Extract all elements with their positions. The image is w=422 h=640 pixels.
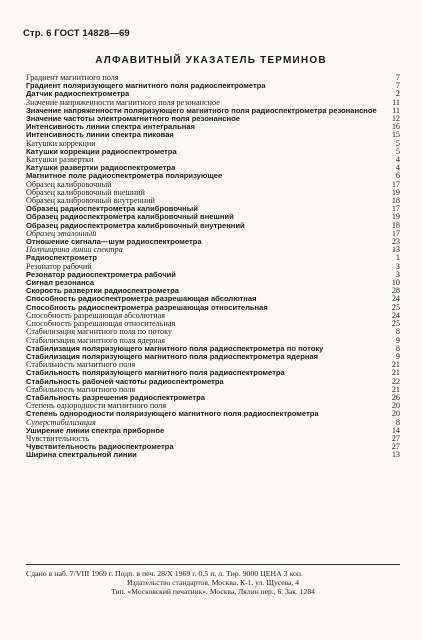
index-entry-page: 27 — [391, 433, 400, 443]
index-entry-page: 3 — [395, 261, 400, 271]
index-entry-term: Степень однородности поляризующего магнитного поля радиоспектрометра — [26, 410, 319, 419]
index-entry-page: 23 — [391, 237, 400, 247]
index-entry — [26, 410, 400, 418]
index-entry-page: 9 — [395, 351, 400, 361]
index-entry — [26, 320, 400, 328]
index-entry-page: 12 — [391, 114, 400, 124]
index-entry-term: Градиент магнитного поля — [26, 74, 119, 82]
index-entry — [26, 140, 400, 148]
index-entry-page: 9 — [395, 335, 400, 345]
index-entry — [26, 181, 400, 189]
index-entry-term: Стабилизация поляризующего магнитного поля радиоспектрометра ядерная — [26, 352, 319, 361]
index-entry-term: Образец калибровочный внешний — [26, 188, 145, 197]
index-entry-term: Резонатор радиоспектрометра рабочий — [26, 270, 176, 279]
index-entry-page: 27 — [391, 442, 400, 452]
index-entry — [26, 402, 400, 410]
index-entry — [26, 107, 400, 115]
index-entry-page: 13 — [391, 245, 400, 255]
index-entry-page: 13 — [391, 450, 400, 460]
page-title: АЛФАВИТНЫЙ УКАЗАТЕЛЬ ТЕРМИНОВ — [95, 55, 327, 66]
index-entry — [26, 74, 400, 82]
index-entry-page: 18 — [391, 220, 400, 230]
index-entry-page: 6 — [395, 171, 400, 181]
index-entry-page: 21 — [391, 368, 400, 378]
index-entry — [26, 443, 400, 451]
index-entry-term: Уширение линии спектра приборное — [26, 426, 165, 435]
index-entry — [26, 99, 400, 107]
index-entry — [26, 230, 400, 238]
index-entry — [26, 213, 400, 221]
index-entry-page: 8 — [395, 343, 400, 353]
index-entry-page: 19 — [391, 187, 400, 197]
index-entry-page: 8 — [395, 417, 400, 427]
index-entry-page: 22 — [391, 376, 400, 386]
index-entry-page: 1 — [395, 253, 400, 263]
imprint-line-publisher: Издательство стандартов, Москва, К-1, ул. Щусева, 4 — [126, 578, 300, 587]
index-entry — [26, 295, 400, 303]
index-entry-page: 10 — [391, 278, 400, 288]
index-entry — [26, 263, 400, 271]
index-entry-term: Интенсивность линии спектра пиковая — [26, 131, 174, 140]
index-entry-term: Стабильность рабочей частоты радиоспектрометра — [26, 377, 224, 386]
index-entry-term: Катушки коррекции — [26, 139, 96, 148]
index-entry — [26, 337, 400, 345]
index-entry — [26, 279, 400, 287]
index-entry — [26, 238, 400, 246]
index-entry — [26, 353, 400, 361]
index-entry — [26, 222, 400, 230]
index-entry-term: Чувствительность — [26, 434, 90, 443]
imprint-line-print-data: Сдано в наб. 7/VIII 1969 г. Подп. в печ. 28/X 1969 г. 0,5 п. л. Тир. 9000 ЦЕНА 3 коп. — [26, 569, 304, 578]
index-entry-term: Стабилизация магнитного поля ядерная — [26, 336, 166, 345]
index-entry-term: Магнитное поле радиоспектрометра поляризующее — [26, 172, 223, 181]
index-entry — [26, 156, 400, 164]
index-entry-term: Стабильность магнитного поля — [26, 385, 136, 394]
index-entry-page: 26 — [391, 392, 400, 402]
index-entry-page: 5 — [395, 146, 400, 156]
index-entry-term: Образец радиоспектрометра калибровочный внешний — [26, 213, 234, 222]
index-entry-term: Образец эталонный — [26, 229, 97, 238]
index-entry — [26, 131, 400, 139]
index-entry-term: Образец радиоспектрометра калибровочный — [26, 205, 198, 214]
index-entry-term: Стабильность разрешения радиоспектрометра — [26, 393, 206, 402]
index-entry — [26, 90, 400, 98]
index-entry — [26, 419, 400, 427]
index-entry-term: Стабильность поляризующего магнитного поля радиоспектрометра — [26, 369, 285, 378]
index-entry — [26, 304, 400, 312]
index-entry-term: Значение частоты электромагнитного поля резонансное — [26, 115, 240, 124]
index-entry-term: Способность разрешающая относительная — [26, 320, 176, 329]
index-entry-page: 24 — [391, 310, 400, 320]
index-entry-page: 8 — [395, 327, 400, 337]
index-entry — [26, 328, 400, 336]
index-entry-page: 25 — [391, 302, 400, 312]
index-entry-term: Скорость развертки радиоспектрометра — [26, 287, 180, 296]
index-entry-page: 21 — [391, 360, 400, 370]
index-entry-term: Катушки развертки — [26, 156, 94, 165]
index-entry-term: Стабильность магнитного поля — [26, 361, 136, 370]
index-entry-term: Значение напряженности поляризующего магнитного поля радиоспектрометра резонансное — [26, 106, 377, 115]
index-entry-term: Ширина спектральной линии — [26, 451, 137, 460]
index-entry — [26, 172, 400, 180]
index-entry — [26, 394, 400, 402]
index-entry-page: 16 — [391, 122, 400, 132]
index-entry — [26, 271, 400, 279]
index-entry-term: Значение напряженности магнитного поля резонансное — [26, 98, 220, 107]
index-entry-page: 25 — [391, 319, 400, 329]
index-entry-page: 15 — [391, 130, 400, 140]
index-entry — [26, 197, 400, 205]
index-entry-page: 28 — [391, 286, 400, 296]
index-entry — [26, 148, 400, 156]
index-entry-term: Резонатор рабочий — [26, 262, 92, 271]
imprint-line-printing-house: Тип. «Московский печатник». Москва, Лялин пер., 6. Зак. 1284 — [111, 587, 315, 596]
index-entry — [26, 82, 400, 90]
index-entry — [26, 205, 400, 213]
index-entry-term: Образец калибровочный внутренний — [26, 197, 155, 206]
index-entry-term: Способность радиоспектрометра разрешающая относительная — [26, 303, 268, 312]
index-entry-page: 17 — [391, 204, 400, 214]
index-entry-page: 5 — [395, 138, 400, 148]
index-entry-page: 11 — [392, 97, 400, 107]
index-entry-page: 24 — [391, 294, 400, 304]
index-entry — [26, 246, 400, 254]
index-entry — [26, 312, 400, 320]
index-entry-page: 17 — [391, 228, 400, 238]
index-entry-page: 7 — [395, 81, 400, 91]
index-entry-term: Полуширина линии спектра — [26, 246, 123, 255]
index-entry — [26, 361, 400, 369]
index-entry-page: 4 — [395, 155, 400, 165]
index-entry-page: 7 — [395, 73, 400, 82]
index-entry — [26, 427, 400, 435]
index-entry-term: Датчик радиоспектрометра — [26, 90, 130, 99]
index-entry — [26, 123, 400, 131]
index-entry-term: Радиоспектрометр — [26, 254, 98, 263]
index-entry-term: Способность радиоспектрометра разрешающая абсолютная — [26, 295, 257, 304]
imprint-block — [26, 569, 400, 596]
index-entry — [26, 115, 400, 123]
index-entry-page: 14 — [391, 425, 400, 435]
index-entry — [26, 435, 400, 443]
index-entry-term: Катушки коррекции радиоспектрометра — [26, 147, 177, 156]
index-entry-term: Катушки развертки радиоспектрометра — [26, 164, 176, 173]
index-entry — [26, 164, 400, 172]
index-entry-term: Стабилизация поляризующего магнитного поля радиоспектрометра по потоку — [26, 344, 324, 353]
index-entry-term: Степень однородности магнитного поля — [26, 402, 167, 411]
index-entry — [26, 287, 400, 295]
index-entry-term: Образец калибровочный — [26, 180, 112, 189]
index-entry — [26, 189, 400, 197]
index-entry-page: 19 — [391, 212, 400, 222]
index-entry-page: 17 — [391, 179, 400, 189]
index-entry-page: 2 — [395, 89, 400, 99]
index-entry-term: Отношение сигнала—шум радиоспектрометра — [26, 238, 202, 247]
index-entry-term: Образец радиоспектрометра калибровочный внутренний — [26, 221, 245, 230]
index-entry — [26, 451, 400, 459]
index-entry — [26, 378, 400, 386]
index-entry-term: Способность разрешающая абсолютная — [26, 311, 166, 320]
index-entry-term: Градиент поляризующего магнитного поля радиоспектрометра — [26, 82, 266, 91]
index-entry-term: Стабилизация магнитного поля по потоку — [26, 328, 173, 337]
index-entry-page: 20 — [391, 401, 400, 411]
term-index-list — [26, 74, 400, 460]
index-entry — [26, 369, 400, 377]
index-entry-page: 21 — [391, 384, 400, 394]
index-entry — [26, 254, 400, 262]
page-header: Стр. 6 ГОСТ 14828—69 — [23, 28, 130, 39]
divider — [26, 564, 400, 565]
index-entry-page: 3 — [395, 269, 400, 279]
index-entry-page: 18 — [391, 196, 400, 206]
index-entry-term: Интенсивность линии спектра интегральная — [26, 123, 195, 132]
index-entry — [26, 386, 400, 394]
index-entry-term: Сигнал резонанса — [26, 279, 95, 288]
index-entry-term: Суперстабилизация — [26, 418, 96, 427]
index-entry-page: 11 — [392, 105, 400, 115]
index-entry — [26, 345, 400, 353]
index-entry-term: Чувствительность радиоспектрометра — [26, 443, 174, 452]
index-entry-page: 4 — [395, 163, 400, 173]
index-entry-page: 20 — [391, 409, 400, 419]
